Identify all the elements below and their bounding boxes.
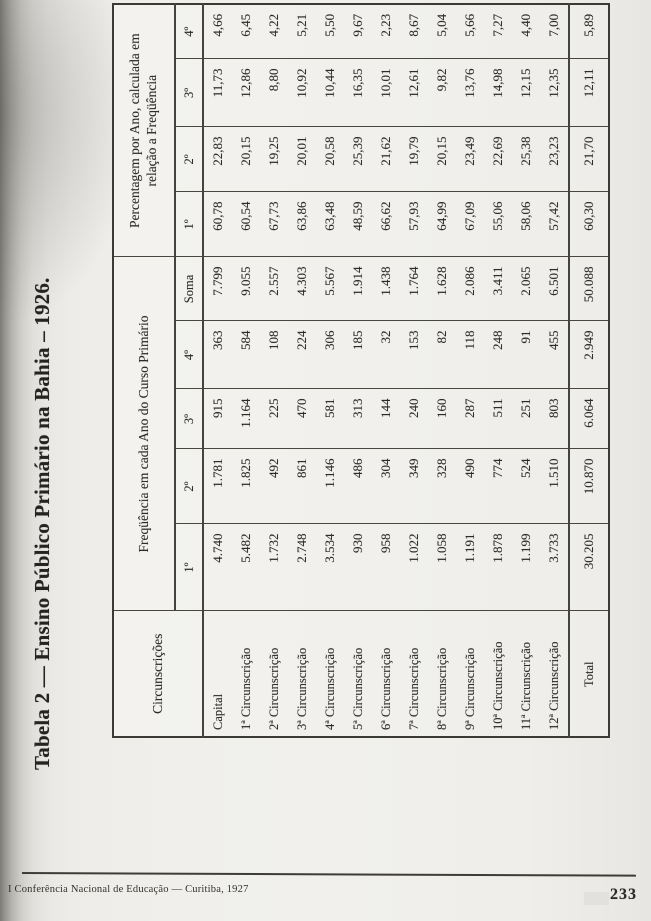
percentage-cell: 67,73 [260,192,288,257]
row-label: 8ª Circunscrição [428,611,456,737]
percentage-cell: 20,15 [232,127,260,192]
frequency-cell: 511 [484,389,512,449]
frequency-cell: 225 [260,389,288,449]
row-label: 3ª Circunscrição [288,611,316,737]
row-label: 7ª Circunscrição [400,611,428,737]
table-row [232,4,260,737]
percentage-cell: 9,67 [344,4,372,59]
frequency-cell: 32 [372,321,400,389]
row-label: 5ª Circunscrição [344,611,372,737]
total-frequency-cell: 10.870 [569,449,609,524]
percentagem-header-line1: Percentagem por Ano, calculada em [127,33,143,228]
frequency-cell: 930 [344,524,372,611]
percentage-cell: 57,42 [540,192,569,257]
percentage-cell: 7,27 [484,4,512,59]
soma-cell: 1.628 [428,257,456,321]
frequency-cell: 490 [456,449,484,524]
percentage-cell: 20,15 [428,127,456,192]
frequency-cell: 492 [260,449,288,524]
year-col-header: 1º [175,524,203,611]
percentage-cell: 60,54 [232,192,260,257]
percentage-cell: 10,92 [288,59,316,127]
row-label: 9ª Circunscrição [456,611,484,737]
col-group-percentagem [113,4,175,257]
percentage-cell: 4,66 [203,4,232,59]
frequency-cell: 91 [512,321,540,389]
table-title: Tabela 2 — Ensino Público Primário na Bahia – 1926. [30,277,54,770]
table-row [456,4,484,737]
frequency-cell: 1.510 [540,449,569,524]
frequency-cell: 1.732 [260,524,288,611]
frequency-cell: 82 [428,321,456,389]
soma-cell: 3.411 [484,257,512,321]
frequency-cell: 455 [540,321,569,389]
percentage-cell: 60,78 [203,192,232,257]
frequency-cell: 486 [344,449,372,524]
percentage-cell: 4,40 [512,4,540,59]
percentage-cell: 10,44 [316,59,344,127]
year-col-header: 4º [175,4,203,59]
percentage-cell: 22,83 [203,127,232,192]
percentage-cell: 23,49 [456,127,484,192]
soma-cell: 1.914 [344,257,372,321]
percentage-cell: 25,39 [344,127,372,192]
frequency-cell: 185 [344,321,372,389]
percentage-cell: 58,06 [512,192,540,257]
col-header-circunscricoes: Circunscrições [113,611,203,737]
soma-cell: 6.501 [540,257,569,321]
frequency-cell: 248 [484,321,512,389]
percentage-cell: 2,23 [372,4,400,59]
soma-cell: 4.303 [288,257,316,321]
page-number: 233 [610,886,637,903]
frequency-cell: 1.781 [203,449,232,524]
percentage-cell: 12,15 [512,59,540,127]
percentage-cell: 10,01 [372,59,400,127]
percentage-cell: 55,06 [484,192,512,257]
year-col-header: 2º [175,449,203,524]
frequency-cell: 524 [512,449,540,524]
percentage-cell: 21,62 [372,127,400,192]
frequency-cell: 1.191 [456,524,484,611]
percentagem-header-line2: relação a Freqüência [144,74,159,187]
frequency-cell: 349 [400,449,428,524]
frequency-cell: 304 [372,449,400,524]
percentage-cell: 5,66 [456,4,484,59]
table-row [372,4,400,737]
percentage-cell: 67,09 [456,192,484,257]
table-row [260,4,288,737]
total-percentage-cell: 12,11 [569,59,609,127]
page-number-highlight [584,892,609,905]
frequency-cell: 581 [316,389,344,449]
soma-cell: 2.086 [456,257,484,321]
soma-cell: 9.055 [232,257,260,321]
row-label: Capital [203,611,232,737]
frequency-cell: 1.022 [400,524,428,611]
row-label: 2ª Circunscrição [260,611,288,737]
year-col-header: 1º [175,192,203,257]
table-body [203,4,569,737]
col-group-frequencia: Freqüência em cada Ano do Curso Primário [113,257,175,611]
footer-rule [22,872,636,877]
frequency-cell: 4.740 [203,524,232,611]
total-percentage-cell: 21,70 [569,127,609,192]
percentage-cell: 66,62 [372,192,400,257]
year-col-header: 4º [175,321,203,389]
soma-cell: 2.065 [512,257,540,321]
total-frequency-cell: 2.949 [569,321,609,389]
total-frequency-cell: 30.205 [569,524,609,611]
frequency-cell: 1.146 [316,449,344,524]
year-col-header: 2º [175,127,203,192]
table-row [512,4,540,737]
frequency-cell: 108 [260,321,288,389]
soma-cell: 1.438 [372,257,400,321]
row-label: 1ª Circunscrição [232,611,260,737]
group-header-row [113,4,175,737]
frequency-cell: 287 [456,389,484,449]
row-label: 6ª Circunscrição [372,611,400,737]
row-label: 10ª Circunscrição [484,611,512,737]
frequency-cell: 2.748 [288,524,316,611]
frequency-cell: 251 [512,389,540,449]
percentage-cell: 14,98 [484,59,512,127]
frequency-cell: 306 [316,321,344,389]
percentage-cell: 48,59 [344,192,372,257]
frequency-cell: 1.199 [512,524,540,611]
frequency-cell: 1.825 [232,449,260,524]
percentage-cell: 63,86 [288,192,316,257]
percentage-cell: 8,80 [260,59,288,127]
percentage-cell: 20,58 [316,127,344,192]
frequency-cell: 958 [372,524,400,611]
percentage-cell: 63,48 [316,192,344,257]
percentage-cell: 5,50 [316,4,344,59]
row-label: 4ª Circunscrição [316,611,344,737]
frequency-cell: 118 [456,321,484,389]
total-soma-cell: 50.088 [569,257,609,321]
soma-cell: 5.567 [316,257,344,321]
frequency-cell: 774 [484,449,512,524]
frequency-cell: 861 [288,449,316,524]
percentage-cell: 5,04 [428,4,456,59]
percentage-cell: 11,73 [203,59,232,127]
percentage-cell: 20,01 [288,127,316,192]
frequency-cell: 153 [400,321,428,389]
soma-cell: 7.799 [203,257,232,321]
percentage-cell: 22,69 [484,127,512,192]
footer-citation: I Conferência Nacional de Educação — Curitiba, 1927 [8,884,249,895]
row-label: 12ª Circunscrição [540,611,569,737]
percentage-cell: 25,38 [512,127,540,192]
frequency-cell: 3.733 [540,524,569,611]
frequency-cell: 240 [400,389,428,449]
table-row [203,4,232,737]
year-col-header: 3º [175,59,203,127]
percentage-cell: 19,25 [260,127,288,192]
frequency-cell: 224 [288,321,316,389]
percentage-cell: 16,35 [344,59,372,127]
total-frequency-cell: 6.064 [569,389,609,449]
frequency-cell: 915 [203,389,232,449]
table-row [400,4,428,737]
frequency-cell: 363 [203,321,232,389]
total-row [569,4,609,737]
total-percentage-cell: 5,89 [569,4,609,59]
year-col-header: Soma [175,257,203,321]
percentage-cell: 57,93 [400,192,428,257]
total-label: Total [569,611,609,737]
frequency-cell: 144 [372,389,400,449]
frequency-cell: 5.482 [232,524,260,611]
percentage-cell: 7,00 [540,4,569,59]
soma-cell: 2.557 [260,257,288,321]
soma-cell: 1.764 [400,257,428,321]
table-row [316,4,344,737]
table-row [428,4,456,737]
percentage-cell: 19,79 [400,127,428,192]
frequency-cell: 313 [344,389,372,449]
frequency-cell: 803 [540,389,569,449]
percentage-cell: 64,99 [428,192,456,257]
rotated-table-block [30,3,596,775]
percentage-cell: 4,22 [260,4,288,59]
percentage-cell: 6,45 [232,4,260,59]
total-percentage-cell: 60,30 [569,192,609,257]
table-row [540,4,569,737]
percentage-cell: 5,21 [288,4,316,59]
data-table [112,3,610,738]
percentage-cell: 23,23 [540,127,569,192]
table-row [344,4,372,737]
frequency-cell: 1.164 [232,389,260,449]
frequency-cell: 328 [428,449,456,524]
percentage-cell: 13,76 [456,59,484,127]
frequency-cell: 470 [288,389,316,449]
table-row [288,4,316,737]
frequency-cell: 1.878 [484,524,512,611]
frequency-cell: 584 [232,321,260,389]
table-row [484,4,512,737]
percentage-cell: 12,35 [540,59,569,127]
row-label: 11ª Circunscrição [512,611,540,737]
frequency-cell: 1.058 [428,524,456,611]
frequency-cell: 3.534 [316,524,344,611]
percentage-cell: 8,67 [400,4,428,59]
frequency-cell: 160 [428,389,456,449]
percentage-cell: 12,86 [232,59,260,127]
year-col-header: 3º [175,389,203,449]
percentage-cell: 9,82 [428,59,456,127]
percentage-cell: 12,61 [400,59,428,127]
